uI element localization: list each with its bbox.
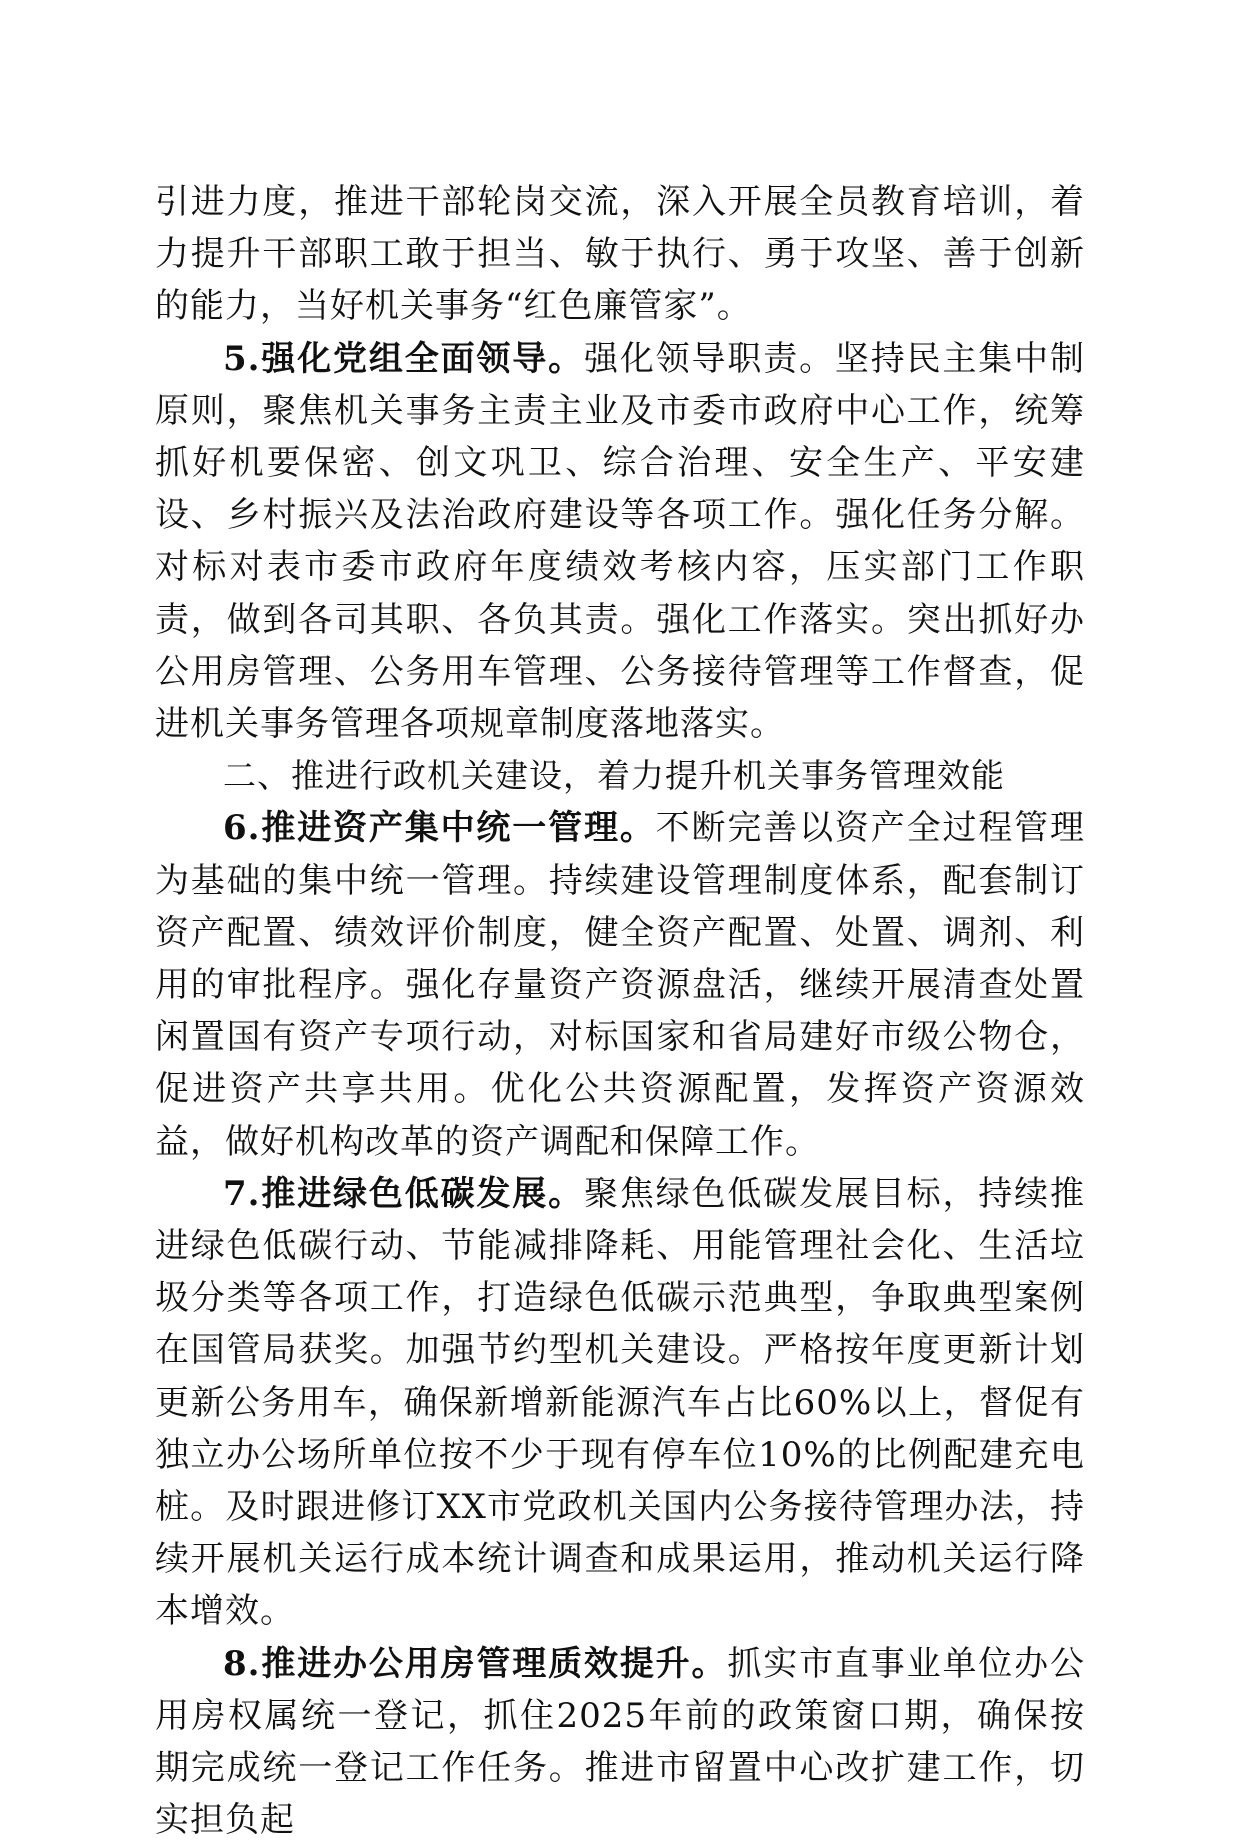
paragraph-continued	[155, 176, 1085, 333]
paragraph-item-8	[155, 1638, 1085, 1847]
paragraph-text: 引进力度，推进干部轮岗交流，深入开展全员教育培训，着力提升干部职工敢于担当、敏于执行、勇于攻坚、善于创新的能力，当好机关事务“红色廉管家”。	[155, 182, 1085, 327]
item-8-text: 抓实市直事业单位办公用房权属统一登记，抓住2025年前的政策窗口期，确保按期完成统一登记工作任务。推进市留置中心改扩建工作，切实担负起	[155, 1643, 1086, 1841]
item-6-text: 不断完善以资产全过程管理为基础的集中统一管理。持续建设管理制度体系，配套制订资产配置、绩效评价制度，健全资产配置、处置、调剂、利用的审批程序。强化存量资产资源盘活，继续开展清查处置闲置国有资产专项行动，对标国家和省局建好市级公物仓，促进资产共享共用。优化公共资源配置，发挥资产资源效益，做好机构改革的资产调配和保障工作。	[155, 808, 1085, 1162]
item-7-heading: 7.推进绿色低碳发展。	[223, 1173, 584, 1214]
section-heading-2: 二、推进行政机关建设，着力提升机关事务管理效能	[223, 756, 1005, 796]
document-page	[155, 176, 1085, 1847]
item-7-text: 聚焦绿色低碳发展目标，持续推进绿色低碳行动、节能减排降耗、用能管理社会化、生活垃圾分类等各项工作，打造绿色低碳示范典型，争取典型案例在国管局获奖。加强节约型机关建设。严格按年度更新计划更新公务用车，确保新增新能源汽车占比60%以上，督促有独立办公场所单位按不少于现有停车位10%的比例配建充电桩。及时跟进修订XX市党政机关国内公务接待管理办法，持续开展机关运行成本统计调查和成果运用，推动机关运行降本增效。	[155, 1173, 1086, 1632]
item-5-heading: 5.强化党组全面领导。	[223, 338, 584, 379]
item-6-heading: 6.推进资产集中统一管理。	[223, 808, 656, 849]
item-8-heading: 8.推进办公用房管理质效提升。	[223, 1643, 728, 1684]
item-5-text: 强化领导职责。坚持民主集中制原则，聚焦机关事务主责主业及市委市政府中心工作，统筹抓好机要保密、创文巩卫、综合治理、安全生产、平安建设、乡村振兴及法治政府建设等各项工作。强化任务分解。对标对表市委市政府年度绩效考核内容，压实部门工作职责，做到各司其职、各负其责。强化工作落实。突出抓好办公用房管理、公务用车管理、公务接待管理等工作督查，促进机关事务管理各项规章制度落地落实。	[155, 338, 1086, 745]
paragraph-item-6	[155, 802, 1085, 1167]
paragraph-item-7	[155, 1168, 1085, 1638]
paragraph-item-5	[155, 333, 1085, 751]
